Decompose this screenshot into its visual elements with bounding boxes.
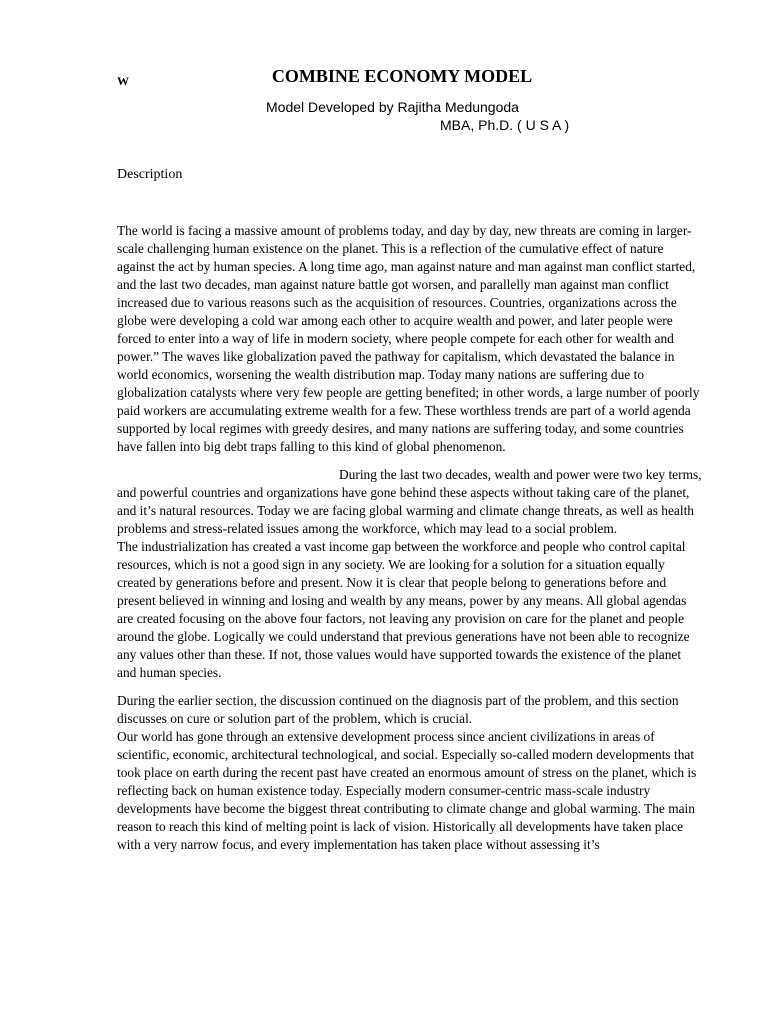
section-heading: Description bbox=[117, 167, 183, 182]
paragraph: The industrialization has created a vast income gap between the workforce and people who control capital resources, which is not a good sign in any society. We are looking for a solution for a situation equally created by generations before and present. Now it is clear that people belong to generations before and present believed in winning and losing and wealth by any means, power by any means. All global agendas are created focusing on the above four factors, not leaving any provision on care for the planet and people around the globe. Logically we could understand that previous generations have not been able to recognize any values other than these. If not, those values would have supported towards the existence of the planet and human species. bbox=[117, 539, 690, 680]
paragraph: During the earlier section, the discussion continued on the diagnosis part of the problem, and this section discusses on cure or solution part of the problem, which is crucial. bbox=[117, 693, 679, 726]
body-text bbox=[117, 222, 702, 854]
paragraph: During the last two decades, wealth and power were two key terms, and powerful countries and organizations have gone behind these aspects without taking care of the planet, and it’s natural resources. Today we are facing global warming and climate change threats, as well as health problems and stress-related issues among the workforce, which may lead to a social problem. bbox=[117, 467, 702, 536]
author-line: Model Developed by Rajitha Medungoda bbox=[266, 99, 519, 115]
credentials-line: MBA, Ph.D. ( U S A ) bbox=[440, 117, 570, 133]
paragraph: The world is facing a massive amount of problems today, and day by day, new threats are coming in larger-scale challenging human existence on the planet. This is a reflection of the cumulative effect of nature against the act by human species. A long time ago, man against nature and man against man conflict started, and the last two decades, man against nature battle got worsen, and parallelly man against man conflict increased due to various reasons such as the acquisition of resources. Countries, organizations across the globe were developing a cold war among each other to acquire wealth and power, and later people were forced to enter into a way of life in modern society, where people compete for each other for wealth and power.” The waves like globalization paved the pathway for capitalism, which devastated the balance in world economics, worsening the wealth distribution map. Today many nations are suffering due to globalization catalysts where very few people are getting benefited; in other words, a large number of poorly paid workers are accumulating extreme wealth for a few. These worthless trends are part of a world agenda supported by local regimes with greedy desires, and many nations are suffering today, and some countries have fallen into big debt traps falling to this kind of global phenomenon. bbox=[117, 223, 700, 454]
paragraph: Our world has gone through an extensive development process since ancient civilizations in areas of scientific, economic, architectural technological, and social. Especially so-called modern developments that took place on earth during the recent past have created an enormous amount of stress on the planet, which is reflecting back on human existence today. Especially modern consumer-centric mass-scale industry developments have become the biggest threat contributing to climate change and global warming. The main reason to reach this kind of melting point is lack of vision. Historically all developments have taken place with a very narrow focus, and every implementation has taken place without assessing it’s bbox=[117, 729, 697, 852]
document-title: COMBINE ECONOMY MODEL bbox=[271, 66, 533, 86]
header-marker: W bbox=[117, 74, 129, 88]
